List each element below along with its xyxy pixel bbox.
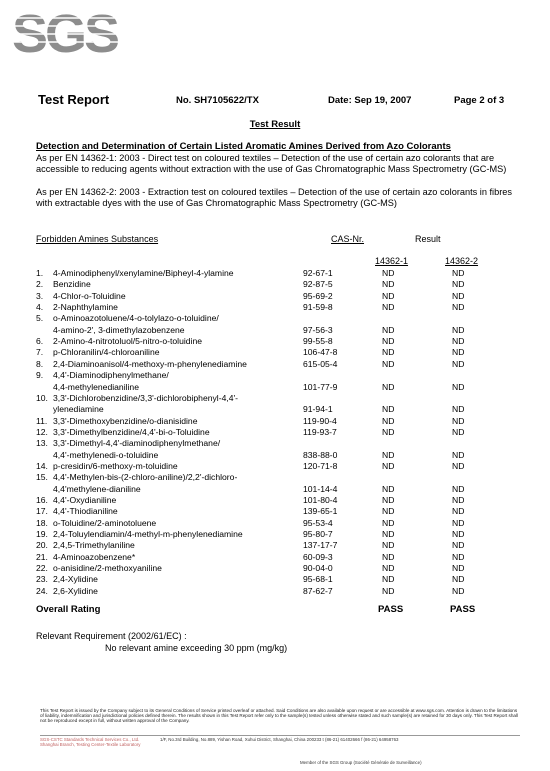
cas-number: 101-77-9 <box>303 381 338 392</box>
table-row <box>0 552 550 564</box>
result-method-2: ND <box>452 336 465 347</box>
cas-number: 838-88-0 <box>303 449 338 460</box>
table-row <box>0 472 550 484</box>
result-method-1: ND <box>382 324 395 335</box>
report-title: Test Report <box>38 92 110 107</box>
cas-number: 101-14-4 <box>303 483 338 494</box>
cas-number: 99-55-8 <box>303 336 333 347</box>
method-paragraph-2: As per EN 14362-2: 2003 - Extraction test on coloured textiles – Detection of the use of certain azo colorants in fibres with extractable dyes with the use of Gas Chromatographic Mass Spectrometry (GC-MS) <box>36 187 512 208</box>
result-method-1: ND <box>382 381 395 392</box>
result-method-1: ND <box>382 551 395 562</box>
result-method-2: ND <box>452 290 465 301</box>
result-method-2: ND <box>452 404 465 415</box>
sgs-logo <box>8 2 120 60</box>
cas-number: 95-69-2 <box>303 290 333 301</box>
table-row <box>0 336 550 348</box>
substance-name: o-anisidine/2-methoxyaniline <box>53 563 162 574</box>
table-row <box>0 393 550 405</box>
report-number: No. SH7105622/TX <box>176 95 259 106</box>
cas-number: 119-90-4 <box>303 415 337 426</box>
substance-name: 4,4'-Oxydianiline <box>53 495 117 505</box>
row-number: 19. <box>36 529 48 540</box>
result-method-1: ND <box>382 347 395 358</box>
row-number: 10. <box>36 392 48 403</box>
table-row <box>0 359 550 371</box>
result-method-1: ND <box>382 279 395 290</box>
report-date: Date: Sep 19, 2007 <box>328 95 412 106</box>
row-number: 16. <box>36 495 48 505</box>
result-method-1: ND <box>382 404 395 415</box>
substance-name: 4,4'-methylenedi-o-toluidine <box>53 449 159 460</box>
cas-number: 92-67-1 <box>303 268 333 278</box>
cas-number: 60-09-3 <box>303 551 333 562</box>
row-number: 5. <box>36 313 44 324</box>
cas-number: 95-68-1 <box>303 574 333 585</box>
result-method-1: ND <box>382 540 395 551</box>
cas-number: 615-05-4 <box>303 358 338 369</box>
column-header-substance: Forbidden Amines Substances <box>36 234 159 244</box>
substance-name: 4-amino-2', 3-dimethylazobenzene <box>53 324 185 335</box>
table-row <box>0 302 550 314</box>
substance-name: 3,3'-Dimethoxybenzidine/o-dianisidine <box>53 415 198 426</box>
row-number: 8. <box>36 358 44 369</box>
substance-name: 4,4'-Methylen-bis-(2-chloro-aniline)/2,2'-dichloro- <box>53 472 238 483</box>
result-method-2: ND <box>452 551 465 562</box>
footer-address: 1/F, No.3rd Building, No.889, Yishan Road, Xuhui District, Shanghai, China 200233 t (86-21) 61402666 f (86-21) 64958763 <box>160 737 399 742</box>
substance-name: ylenediamine <box>53 404 104 415</box>
table-row <box>0 529 550 541</box>
result-method-1: ND <box>382 336 395 347</box>
substance-name: Benzidine <box>53 279 91 290</box>
footer-company: SGS-CSTC Standards Technical Services Co., Ltd. Shanghai Branch, Testing Center-Textile Laboratory <box>40 737 141 747</box>
result-method-1: ND <box>382 506 395 517</box>
table-row <box>0 382 550 394</box>
result-method-1: ND <box>382 460 395 471</box>
substance-name: 2,4-Toluylendiamin/4-methyl-m-phenylenediamine <box>53 529 243 540</box>
result-method-2: ND <box>452 347 465 358</box>
section-title: Detection and Determination of Certain Listed Aromatic Amines Derived from Azo Colorants <box>36 141 451 152</box>
page-number: Page 2 of 3 <box>454 95 505 106</box>
cas-number: 90-04-0 <box>303 563 333 574</box>
cas-number: 137-17-7 <box>303 540 338 551</box>
table-row <box>0 404 550 416</box>
cas-number: 97-56-3 <box>303 324 333 335</box>
row-number: 9. <box>36 370 44 381</box>
overall-rating-label: Overall Rating <box>36 604 101 615</box>
substance-name: o-Aminoazotoluene/4-o-tolylazo-o-toluidine/ <box>53 313 219 324</box>
result-method-1: ND <box>382 449 395 460</box>
table-row <box>0 325 550 337</box>
table-row <box>0 450 550 462</box>
substance-name: 3,3'-Dichlorobenzidine/3,3'-dichlorobiphenyl-4,4'- <box>53 392 239 403</box>
substance-name: p-Chloranilin/4-chloroaniline <box>53 347 160 358</box>
row-number: 18. <box>36 517 48 528</box>
result-method-1: ND <box>382 574 395 585</box>
row-number: 17. <box>36 506 48 517</box>
result-method-2: ND <box>452 540 465 551</box>
row-number: 2. <box>36 279 44 290</box>
test-result-heading: Test Result <box>249 119 301 130</box>
cas-number: 120-71-8 <box>303 460 338 471</box>
column-header-method-1: 14362-1 <box>375 256 409 266</box>
table-row <box>0 313 550 325</box>
result-method-1: ND <box>382 426 395 437</box>
substance-name: 3,3'-Dimethyl-4,4'-diaminodiphenylmethane/ <box>53 438 221 449</box>
table-row <box>0 347 550 359</box>
row-number: 12. <box>36 426 48 437</box>
substance-name: o-Toluidine/2-aminotoluene <box>53 517 157 528</box>
result-method-2: ND <box>452 426 465 437</box>
cas-number: 87-62-7 <box>303 585 333 596</box>
substance-name: 2,6-Xylidine <box>53 585 98 596</box>
result-method-1: ND <box>382 495 395 505</box>
row-number: 3. <box>36 290 44 301</box>
substance-name: 3,3'-Dimethylbenzidine/4,4'-bi-o-Toluidine <box>53 426 210 437</box>
substance-name: 2,4,5-Trimethylaniline <box>53 540 135 551</box>
table-row <box>0 427 550 439</box>
table-row <box>0 291 550 303</box>
table-row <box>0 574 550 586</box>
result-method-2: ND <box>452 302 465 313</box>
substance-name: 2,4-Xylidine <box>53 574 98 585</box>
substance-name: 2-Amino-4-nitrotoluol/5-nitro-o-toluidine <box>53 336 203 347</box>
result-method-2: ND <box>452 381 465 392</box>
row-number: 20. <box>36 540 48 551</box>
result-method-1: ND <box>382 415 395 426</box>
result-method-2: ND <box>452 563 465 574</box>
row-number: 7. <box>36 347 44 358</box>
result-method-2: ND <box>452 415 465 426</box>
table-row <box>0 279 550 291</box>
table-row <box>0 416 550 428</box>
cas-number: 91-94-1 <box>303 404 333 415</box>
requirement-text: No relevant amine exceeding 30 ppm (mg/kg) <box>105 643 288 653</box>
result-method-2: ND <box>452 279 465 290</box>
cas-number: 106-47-8 <box>303 347 338 358</box>
cas-number: 95-53-4 <box>303 517 333 528</box>
result-method-2: ND <box>452 585 465 596</box>
substance-name: 4-Chlor-o-Toluidine <box>53 290 126 301</box>
result-method-2: ND <box>452 574 465 585</box>
result-method-1: ND <box>382 358 395 369</box>
sgs-logo-text: SGS <box>12 4 118 60</box>
column-header-cas: CAS-Nr. <box>331 234 365 244</box>
substance-name: 4,4'-Diaminodiphenylmethane/ <box>53 370 169 381</box>
table-row <box>0 563 550 575</box>
overall-rating-method-1: PASS <box>378 604 404 615</box>
cas-number: 101-80-4 <box>303 495 338 505</box>
result-method-2: ND <box>452 358 465 369</box>
row-number: 1. <box>36 268 44 278</box>
substance-name: 4-Aminodiphenyl/xenylamine/Bipheyl-4-ylamine <box>53 268 234 278</box>
method-paragraph-1: As per EN 14362-1: 2003 - Direct test on coloured textiles – Detection of the use of certain azo colorants that are accessible to reducing agents without extraction with the use of Gas Chromatographic Mass Spectrometry (GC-MS) <box>36 153 507 174</box>
substance-name: 4,4'-Thiodianiline <box>53 506 118 517</box>
row-number: 13. <box>36 438 48 449</box>
table-row <box>0 268 550 280</box>
cas-number: 91-59-8 <box>303 302 333 313</box>
row-number: 11. <box>36 415 48 426</box>
result-method-2: ND <box>452 483 465 494</box>
result-method-2: ND <box>452 449 465 460</box>
result-method-2: ND <box>452 517 465 528</box>
cas-number: 119-93-7 <box>303 426 337 437</box>
result-method-1: ND <box>382 268 395 278</box>
result-method-1: ND <box>382 529 395 540</box>
substance-name: 2,4-Diaminoanisol/4-methoxy-m-phenylenediamine <box>53 358 247 369</box>
footer-member: Member of the SGS Group (Société Générale de Surveillance) <box>300 760 422 765</box>
substance-name: 4,4'methylene-dianiline <box>53 483 141 494</box>
substance-name: p-cresidin/6-methoxy-m-toluidine <box>53 460 178 471</box>
table-row <box>0 540 550 552</box>
result-method-2: ND <box>452 529 465 540</box>
table-row <box>0 370 550 382</box>
result-method-2: ND <box>452 268 465 278</box>
footer-disclaimer: This Test Report is issued by the Company subject to its General Conditions of Service printed overleaf or attached. Said Conditions are also available upon request or are accessible at www.sgs.com. Attention is drawn to the limitations of liability, indemnification and jurisdictional policies defined therein. The results shown in this Test Report refer only to the sample(s) tested unless otherwise stated and such sample(s) are retained for 30 days only. This Test Report shall not be reproduced except in full, without written approval of the Company. <box>40 708 518 724</box>
result-method-2: ND <box>452 460 465 471</box>
overall-rating-method-2: PASS <box>450 604 476 615</box>
row-number: 14. <box>36 460 48 471</box>
result-method-2: ND <box>452 324 465 335</box>
footer-divider <box>40 735 520 736</box>
result-method-1: ND <box>382 517 395 528</box>
table-row <box>0 484 550 496</box>
row-number: 21. <box>36 551 48 562</box>
table-row <box>0 461 550 473</box>
result-method-1: ND <box>382 563 395 574</box>
table-row <box>0 506 550 518</box>
row-number: 23. <box>36 574 48 585</box>
result-method-1: ND <box>382 290 395 301</box>
result-method-2: ND <box>452 495 465 505</box>
cas-number: 139-65-1 <box>303 506 338 517</box>
substance-name: 4,4-methylenedianiline <box>53 381 139 392</box>
requirement-label: Relevant Requirement (2002/61/EC) : <box>36 631 187 641</box>
column-header-result: Result <box>415 234 441 244</box>
substance-name: 4-Aminoazobenzene* <box>53 551 136 562</box>
substance-name: 2-Naphthylamine <box>53 302 118 313</box>
cas-number: 95-80-7 <box>303 529 333 540</box>
result-method-1: ND <box>382 585 395 596</box>
table-row <box>0 438 550 450</box>
row-number: 6. <box>36 336 44 347</box>
row-number: 22. <box>36 563 48 574</box>
column-header-method-2: 14362-2 <box>445 256 479 266</box>
result-method-2: ND <box>452 506 465 517</box>
row-number: 15. <box>36 472 48 483</box>
table-row <box>0 586 550 598</box>
table-row <box>0 518 550 530</box>
result-method-1: ND <box>382 483 395 494</box>
result-method-1: ND <box>382 302 395 313</box>
table-row <box>0 495 550 507</box>
row-number: 24. <box>36 585 48 596</box>
row-number: 4. <box>36 302 44 313</box>
cas-number: 92-87-5 <box>303 279 333 290</box>
